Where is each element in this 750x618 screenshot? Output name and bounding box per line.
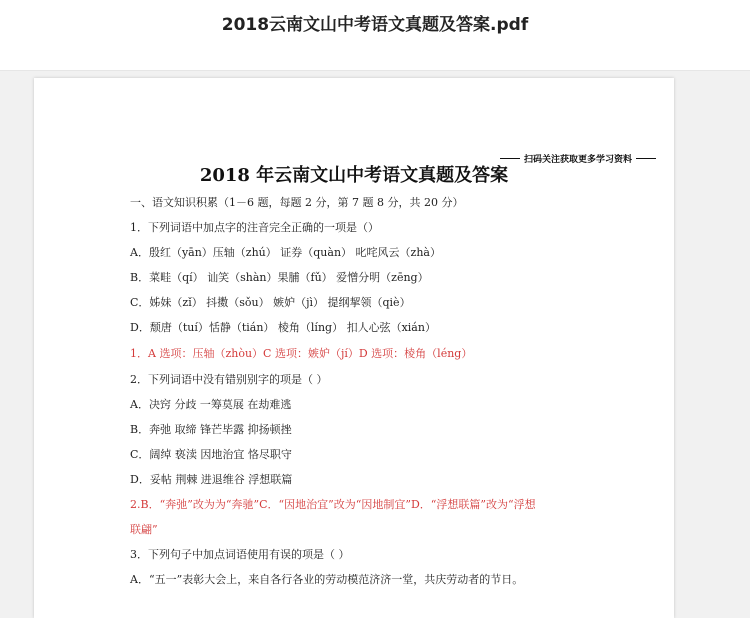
section-heading: 一、语文知识积累（1－6 题，每题 2 分，第 7 题 8 分，共 20 分） — [130, 196, 464, 209]
question-2-option-b: B．奔弛 取缔 锋芒毕露 抑扬顿挫 — [130, 423, 292, 436]
question-2-option-a: A．决窍 分歧 一筹莫展 在劫难逃 — [130, 398, 292, 411]
answer-2-continued: 联翩” — [130, 523, 158, 536]
question-2-option-c: C．阔绰 亵渎 因地治宜 恪尽职守 — [130, 448, 292, 461]
question-1-option-d: D．颓唐（tuí）恬静（tián） 棱角（líng） 扣人心弦（xián） — [130, 321, 436, 334]
viewer-toolbar — [0, 0, 750, 71]
question-1-option-c: C．姊妹（zǐ） 抖擞（sǒu） 嫉妒（jì） 提纲挈领（qiè） — [130, 296, 411, 309]
answer-2: 2.B．“奔弛”改为为“奔驰”C．“因地治宜”改为“因地制宜”D．“浮想联篇”改为“浮想 — [130, 498, 536, 511]
question-3: 3．下列句子中加点词语使用有误的项是（ ） — [130, 548, 350, 561]
answer-1: 1．A 选项：压轴（zhòu）C 选项：嫉妒（jí）D 选项：棱角（léng） — [130, 347, 473, 360]
dash-left — [500, 158, 520, 159]
question-2: 2．下列词语中没有错别别字的项是（ ） — [130, 373, 328, 386]
question-1: 1．下列词语中加点字的注音完全正确的一项是（） — [130, 221, 379, 234]
dash-right — [636, 158, 656, 159]
paper-title: 2018 年云南文山中考语文真题及答案 — [199, 165, 509, 186]
question-3-option-a: A．“五一”表彰大会上，来自各行各业的劳动模范济济一堂，共庆劳动者的节日。 — [130, 573, 524, 586]
document-page[interactable] — [34, 78, 674, 618]
file-title: 2018云南文山中考语文真题及答案.pdf — [221, 15, 529, 35]
question-2-option-d: D．妥帖 荆棘 进退维谷 浮想联篇 — [130, 473, 293, 486]
qr-note-text: 扫码关注获取更多学习资料 — [523, 155, 632, 165]
question-1-option-b: B．菜畦（qí） 讪笑（shàn）果脯（fǔ） 爱憎分明（zēng） — [130, 271, 429, 284]
question-1-option-a: A．殷红（yān）压轴（zhú） 证券（quàn） 叱咤风云（zhà） — [130, 246, 441, 259]
